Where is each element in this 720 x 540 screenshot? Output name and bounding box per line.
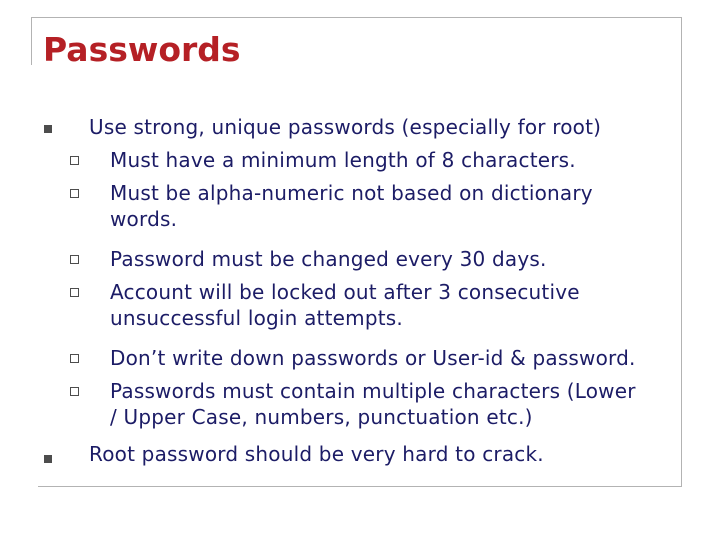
- bullet-text: Use strong, unique passwords (especially for root): [89, 115, 602, 139]
- sub-bullet-text: Account will be locked out after 3 consecutive: [110, 280, 580, 304]
- sub-bullet-text: Must have a minimum length of 8 characters.: [110, 148, 576, 172]
- hollow-square-bullet-icon: [70, 288, 79, 297]
- sub-bullet-text-continuation: / Upper Case, numbers, punctuation etc.): [110, 405, 533, 429]
- sub-bullet-text-continuation: unsuccessful login attempts.: [110, 306, 403, 330]
- hollow-square-bullet-icon: [70, 189, 79, 198]
- hollow-square-bullet-icon: [70, 156, 79, 165]
- square-bullet-icon: [44, 455, 52, 463]
- sub-bullet-text: Passwords must contain multiple characters (Lower: [110, 379, 636, 403]
- slide-title: Passwords: [43, 30, 241, 69]
- square-bullet-icon: [44, 125, 52, 133]
- sub-bullet-text: Must be alpha-numeric not based on dictionary: [110, 181, 593, 205]
- hollow-square-bullet-icon: [70, 255, 79, 264]
- sub-bullet-text-continuation: words.: [110, 207, 178, 231]
- hollow-square-bullet-icon: [70, 354, 79, 363]
- sub-bullet-text: Password must be changed every 30 days.: [110, 247, 547, 271]
- hollow-square-bullet-icon: [70, 387, 79, 396]
- sub-bullet-text: Don’t write down passwords or User-id & password.: [110, 346, 636, 370]
- bullet-text: Root password should be very hard to crack.: [89, 442, 544, 466]
